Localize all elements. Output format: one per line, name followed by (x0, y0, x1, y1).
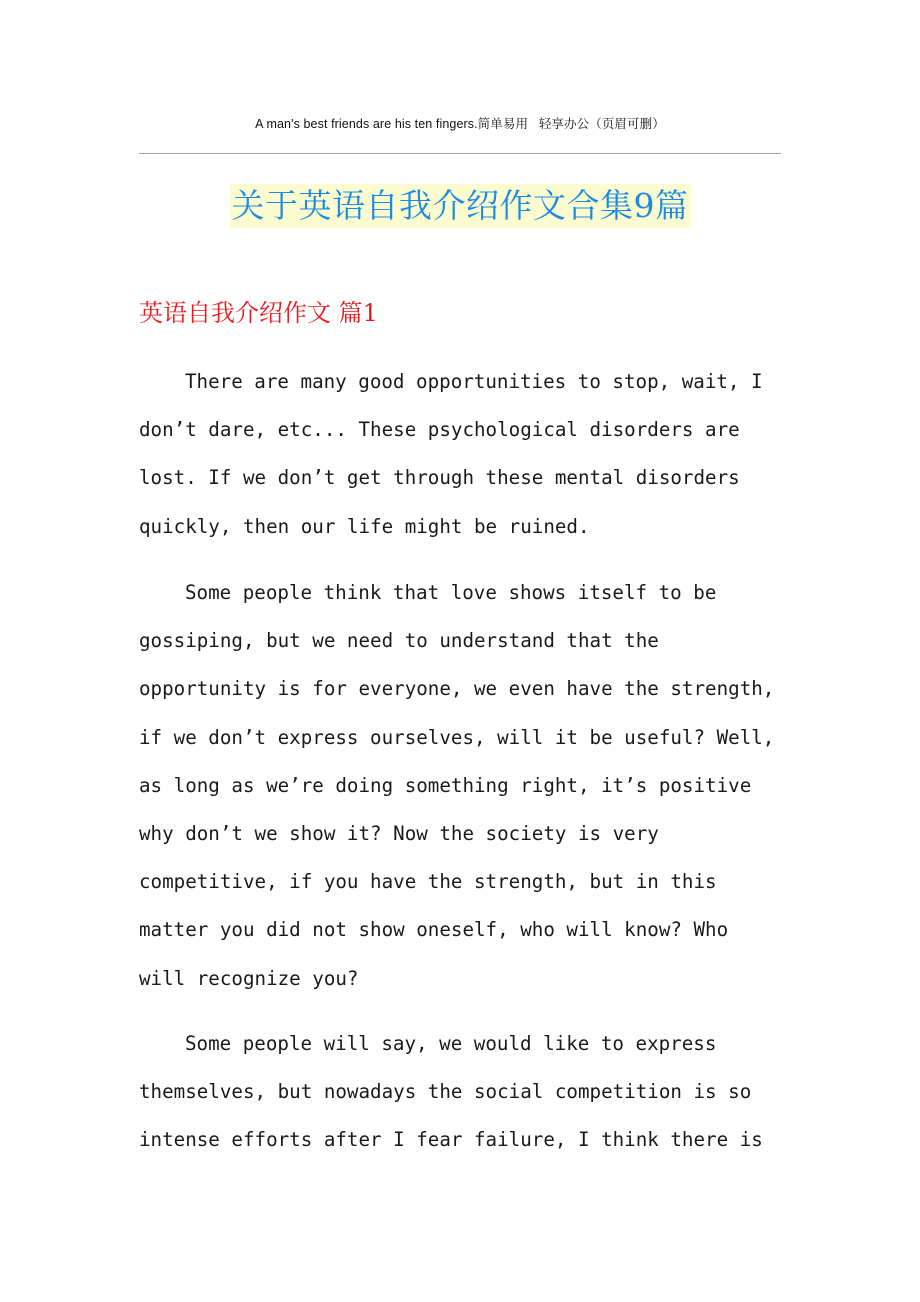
paragraph-1 (139, 358, 789, 551)
document-title-row (0, 184, 920, 228)
paragraph-3 (139, 1020, 789, 1165)
page-header-text: A man's best friends are his ten fingers.简单易用 轻享办公（页眉可删） (255, 117, 665, 131)
paragraph-2-text: Some people think that love shows itself to be gossiping, but we need to understand that the opportunity is for everyone, we even have the strength, if we don’t express ourselves, will it be useful? Well, as long as we’re doing something right, it’s positive why don’t we show it? Now the society is very competitive, if you have the strength, but in this matter you did not show oneself, who will know? Who will recognize you? (139, 581, 775, 990)
paragraph-2 (139, 569, 789, 1003)
document-title: 关于英语自我介绍作文合集9篇 (230, 184, 691, 228)
section-heading: 英语自我介绍作文 篇1 (139, 299, 378, 327)
header-divider (139, 153, 781, 154)
paragraph-1-text: There are many good opportunities to stop, wait, I don’t dare, etc... These psychological disorders are lost. If we don’t get through these mental disorders quickly, then our life might be ruined. (139, 370, 763, 538)
paragraph-3-text: Some people will say, we would like to express themselves, but nowadays the social competition is so intense efforts after I fear failure, I think there is (139, 1032, 763, 1152)
